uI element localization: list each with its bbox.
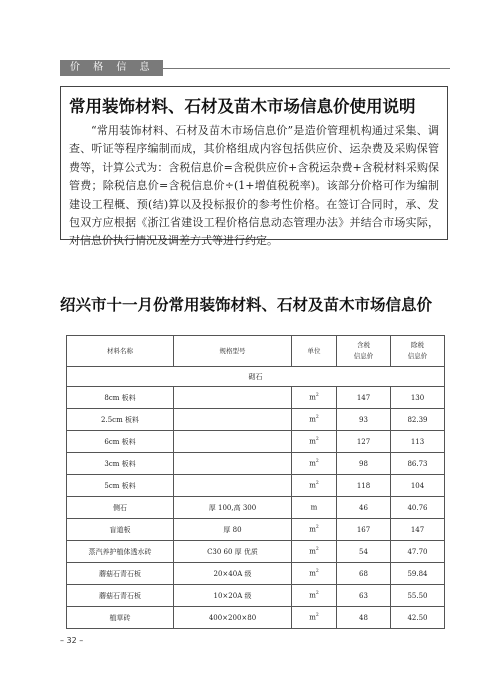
- cell-unit: [292, 563, 337, 585]
- unit-sup: 2: [315, 591, 319, 597]
- cell-unit: [292, 497, 337, 519]
- cell-name: 蘑菇石青石板: [67, 585, 174, 607]
- cell-unit: [292, 431, 337, 453]
- header-spec: 规格型号: [174, 336, 292, 367]
- cell-spec: [174, 453, 292, 475]
- category-row: [67, 367, 445, 387]
- table-row: [67, 409, 445, 431]
- cell-spec: C30 60 厚 优质: [174, 541, 292, 563]
- cell-tax-included: 118: [337, 475, 391, 497]
- price-table: [66, 335, 445, 629]
- cell-spec: 厚 80: [174, 519, 292, 541]
- cell-name: 蒸汽养护植体透水砖: [67, 541, 174, 563]
- cell-name: 植草砖: [67, 607, 174, 629]
- cell-name: 2.5cm 板料: [67, 409, 174, 431]
- section-tag: 价 格 信 息: [60, 60, 163, 76]
- unit-sup: 2: [315, 459, 319, 465]
- table-title: 绍兴市十一月份常用装饰材料、石材及苗木市场信息价: [60, 296, 433, 314]
- cell-name: 盲道板: [67, 519, 174, 541]
- table-row: [67, 519, 445, 541]
- cell-tax-included: 98: [337, 453, 391, 475]
- cell-name: 蘑菇石青石板: [67, 563, 174, 585]
- cell-tax-included: 167: [337, 519, 391, 541]
- table-row: [67, 453, 445, 475]
- cell-unit: [292, 607, 337, 629]
- table-row: [67, 431, 445, 453]
- unit-base: m: [309, 481, 316, 490]
- header-tax-excluded-line2: 信息价: [407, 352, 428, 360]
- page-number: – 32 –: [60, 636, 84, 645]
- cell-tax-included: 46: [337, 497, 391, 519]
- table-row: [67, 607, 445, 629]
- cell-name: 5cm 板料: [67, 475, 174, 497]
- cell-name: 3cm 板料: [67, 453, 174, 475]
- unit-base: m: [309, 547, 316, 556]
- header-tax-included: [337, 336, 391, 367]
- unit-base: m: [309, 459, 316, 468]
- header-tax-excluded: [391, 336, 445, 367]
- cell-spec: 20×40A 级: [174, 563, 292, 585]
- cell-unit: [292, 387, 337, 409]
- cell-name: 6cm 板料: [67, 431, 174, 453]
- notice-body: “常用装饰材料、石材及苗木市场信息价”是造价管理机构通过采集、调查、听证等程序编制而成，其价格组成内容包括供应价、运杂费及采购保管费等，计算公式为：含税信息价=含税供应价+含税运杂费+含税材料采购保管费；除税信息价=含税信息价÷(1+增值税税率)。该部分价格可作为编制建设工程概、预(结)算以及投标报价的参考性价格。在签订合同时，承、发包双方应根据《浙江省建设工程价格信息动态管理办法》并结合市场实际，对信息价执行情况及调差方式等进行约定。: [69, 124, 439, 248]
- table-row: [67, 475, 445, 497]
- cell-spec: [174, 409, 292, 431]
- cell-tax-excluded: 47.70: [391, 541, 445, 563]
- table-row: [67, 541, 445, 563]
- cell-tax-excluded: 55.50: [391, 585, 445, 607]
- cell-tax-included: 147: [337, 387, 391, 409]
- header-rule: [163, 68, 450, 69]
- cell-tax-included: 54: [337, 541, 391, 563]
- cell-tax-excluded: 113: [391, 431, 445, 453]
- cell-tax-excluded: 147: [391, 519, 445, 541]
- unit-base: m: [309, 569, 316, 578]
- header-name: 材料名称: [67, 336, 174, 367]
- table-header-row: [67, 336, 445, 367]
- unit-sup: 2: [315, 569, 319, 575]
- cell-tax-excluded: 86.73: [391, 453, 445, 475]
- unit-base: m: [310, 503, 318, 512]
- cell-tax-excluded: 59.84: [391, 563, 445, 585]
- cell-unit: [292, 409, 337, 431]
- cell-unit: [292, 541, 337, 563]
- cell-tax-excluded: 104: [391, 475, 445, 497]
- unit-base: m: [309, 591, 316, 600]
- unit-sup: 2: [315, 393, 319, 399]
- cell-tax-excluded: 40.76: [391, 497, 445, 519]
- unit-base: m: [309, 613, 316, 622]
- price-table-wrapper: [66, 335, 444, 629]
- unit-base: m: [309, 415, 316, 424]
- table-row: [67, 387, 445, 409]
- cell-unit: [292, 519, 337, 541]
- unit-sup: 2: [315, 525, 319, 531]
- unit-sup: 2: [315, 481, 319, 487]
- unit-sup: 2: [315, 613, 319, 619]
- table-row: [67, 563, 445, 585]
- cell-spec: 厚 100,高 300: [174, 497, 292, 519]
- header-tax-included-line2: 信息价: [353, 352, 374, 360]
- table-row: [67, 585, 445, 607]
- cell-spec: [174, 431, 292, 453]
- cell-tax-included: 63: [337, 585, 391, 607]
- cell-tax-included: 48: [337, 607, 391, 629]
- category-label: 砌石: [67, 367, 445, 387]
- cell-tax-included: 68: [337, 563, 391, 585]
- unit-base: m: [309, 525, 316, 534]
- cell-unit: [292, 475, 337, 497]
- unit-sup: 2: [315, 437, 319, 443]
- unit-sup: 2: [315, 415, 319, 421]
- cell-name: 8cm 板料: [67, 387, 174, 409]
- cell-spec: [174, 387, 292, 409]
- table-row: [67, 497, 445, 519]
- cell-spec: 10×20A 级: [174, 585, 292, 607]
- cell-tax-excluded: 42.50: [391, 607, 445, 629]
- header-unit: 单位: [292, 336, 337, 367]
- cell-tax-excluded: 130: [391, 387, 445, 409]
- cell-spec: 400×200×80: [174, 607, 292, 629]
- notice-box: [60, 86, 448, 248]
- notice-title: 常用装饰材料、石材及苗木市场信息价使用说明: [69, 97, 416, 116]
- cell-unit: [292, 585, 337, 607]
- cell-spec: [174, 475, 292, 497]
- header-tax-excluded-line1: 除税: [411, 341, 424, 349]
- cell-unit: [292, 453, 337, 475]
- cell-tax-included: 127: [337, 431, 391, 453]
- header-tax-included-line1: 含税: [357, 341, 370, 349]
- unit-base: m: [309, 393, 316, 402]
- cell-name: 侧石: [67, 497, 174, 519]
- cell-tax-included: 93: [337, 409, 391, 431]
- unit-sup: 2: [315, 547, 319, 553]
- unit-base: m: [309, 437, 316, 446]
- cell-tax-excluded: 82.39: [391, 409, 445, 431]
- section-header: [60, 60, 450, 76]
